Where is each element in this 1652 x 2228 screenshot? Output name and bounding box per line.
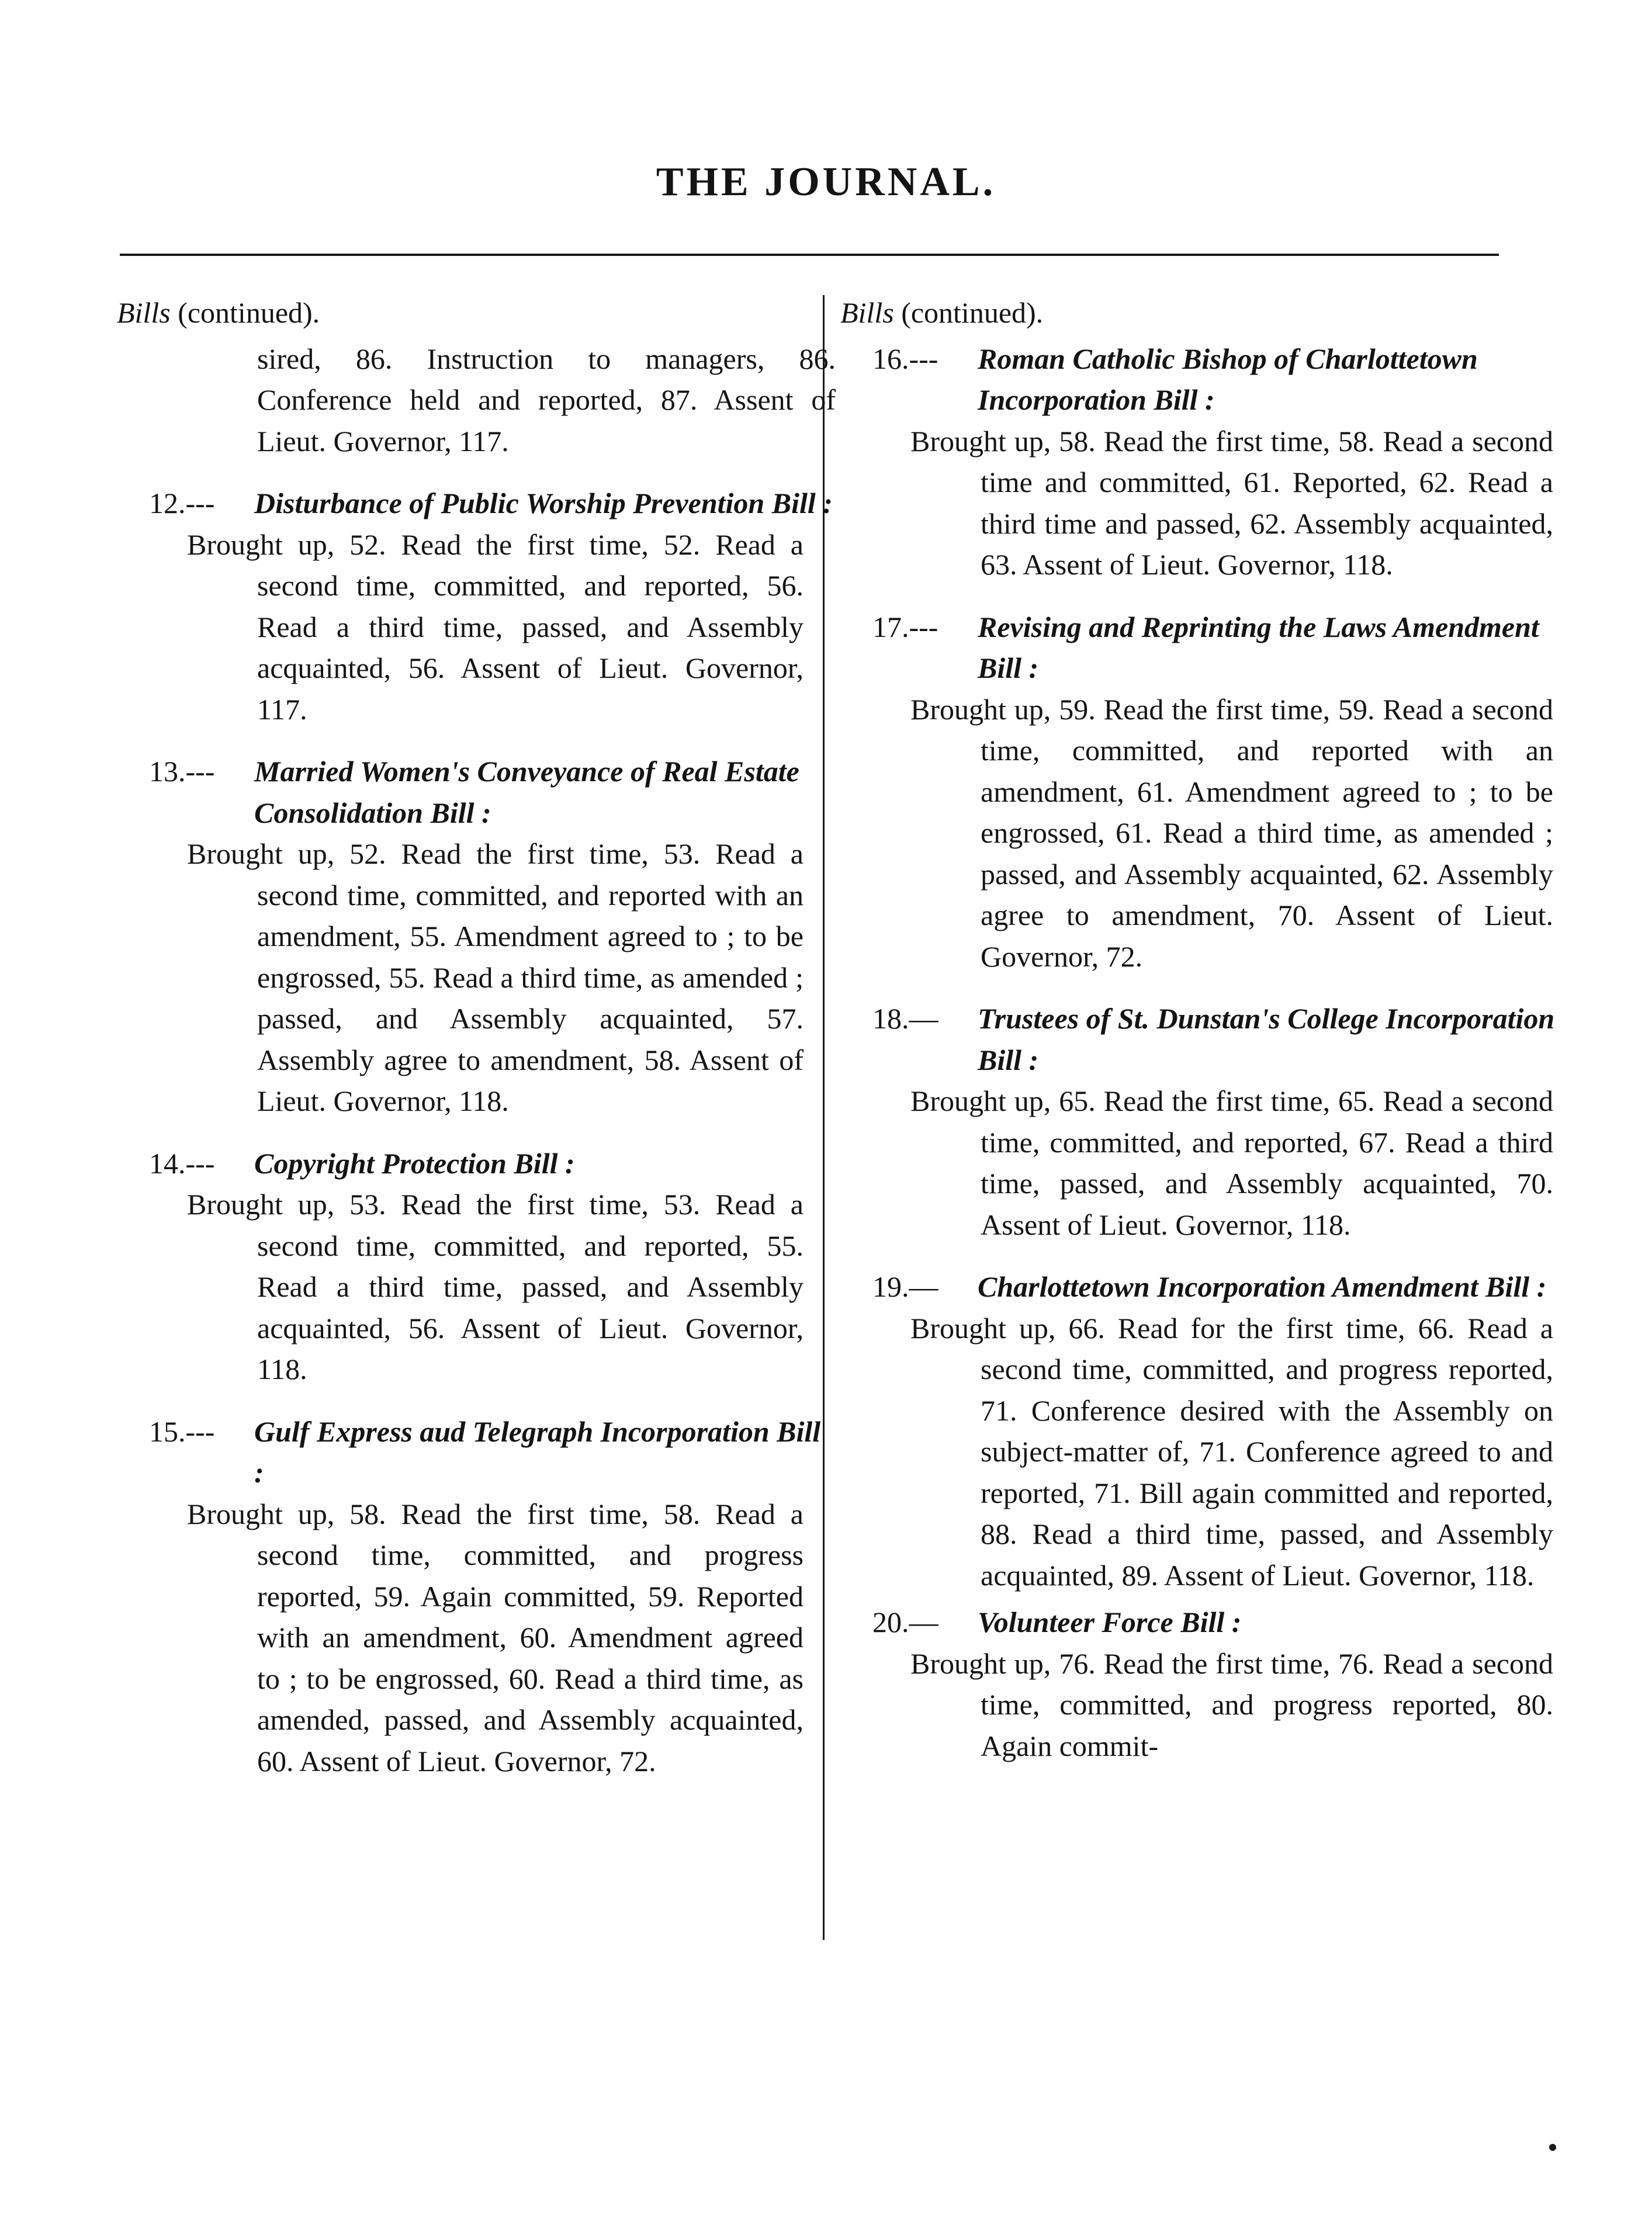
bill-title	[840, 607, 1565, 689]
bill-name: Charlottetown Incorporation Amendment Bill :	[978, 1270, 1547, 1303]
bill-proceedings: Brought up, 58. Read the first time, 58. Read a second time and committed, 61. Reported, 62. Read a third time and passed, 62. Assembly acquainted, 63. Assent of Lieut. Governor, 118.	[910, 424, 1553, 581]
bill-name: Revising and Reprinting the Laws Amendment Bill :	[978, 610, 1539, 684]
bill-proceedings: Brought up, 58. Read the first time, 58. Read a second time, committed, and progress reported, 59. Again committed, 59. Reported with an amendment, 60. Amendment agreed to ; to be engrossed, 60. Read a third time, as amended, passed, and Assembly acquainted, 60. Assent of Lieut. Governor, 72.	[187, 1497, 804, 1777]
bill-number: 14.---	[149, 1146, 215, 1180]
bill-number: 15.---	[149, 1415, 215, 1448]
bill-number: 13.---	[149, 755, 215, 788]
bill-entry	[117, 483, 836, 730]
bill-proceedings: Brought up, 52. Read the first time, 52. Read a second time, committed, and reported, 56. Read a third time, passed, and Assembly acquainted, 56. Assent of Lieut. Governor, 117.	[187, 528, 804, 726]
bill-name: Roman Catholic Bishop of Charlottetown Incorporation Bill :	[978, 342, 1478, 416]
bill-entry	[117, 751, 836, 1122]
bill-entry	[840, 338, 1565, 585]
bill-number: 19.—	[872, 1270, 938, 1303]
bill-entry	[117, 1143, 836, 1390]
left-column-heading	[117, 292, 836, 334]
bill-number: 17.---	[872, 610, 938, 643]
bill-name: Gulf Express aud Telegraph Incorporation Bill :	[254, 1415, 821, 1489]
left-continuation-text: sired, 86. Instruction to managers, 86. Conference held and reported, 87. Assent of Lieut. Governor, 117.	[257, 342, 836, 458]
right-heading-italic: Bills	[840, 296, 894, 329]
bill-number: 20.—	[872, 1606, 938, 1638]
page-mark	[1549, 2144, 1556, 2151]
left-heading-rest: (continued).	[170, 296, 320, 329]
bill-name: Copyright Protection Bill :	[254, 1146, 575, 1180]
bill-name: Trustees of St. Dunstan's College Incorporation Bill :	[978, 1002, 1555, 1076]
bill-number: 16.---	[872, 342, 938, 375]
bill-title	[117, 751, 836, 833]
bill-entry	[840, 998, 1565, 1245]
bill-number: 12.---	[149, 487, 215, 519]
bill-entry	[840, 1266, 1565, 1596]
bill-name: Married Women's Conveyance of Real Estate Consolidation Bill :	[254, 755, 799, 829]
bill-entry	[117, 1411, 836, 1782]
header-rule	[120, 254, 1499, 256]
bill-title	[840, 338, 1565, 421]
bill-name: Disturbance of Public Worship Prevention Bill :	[254, 487, 833, 519]
left-heading-italic: Bills	[117, 296, 171, 329]
bill-proceedings: Brought up, 65. Read the first time, 65. Read a second time, committed, and reported, 67. Read a third time, passed, and Assembly acquainted, 70. Assent of Lieut. Governor, 118.	[910, 1084, 1553, 1241]
bill-proceedings: Brought up, 53. Read the first time, 53. Read a second time, committed, and reported, 55. Read a third time, passed, and Assembly acquainted, 56. Assent of Lieut. Governor, 118.	[187, 1188, 804, 1385]
bill-title	[117, 1143, 836, 1184]
bill-proceedings: Brought up, 76. Read the first time, 76. Read a second time, committed, and progress reported, 80. Again commit-	[910, 1647, 1553, 1762]
page-title: THE JOURNAL.	[656, 160, 996, 205]
right-heading-rest: (continued).	[893, 296, 1044, 329]
bill-entry	[840, 607, 1565, 978]
bill-entry	[840, 1602, 1565, 1766]
bill-proceedings: Brought up, 52. Read the first time, 53. Read a second time, committed, and reported with an amendment, 55. Amendment agreed to ; to be engrossed, 55. Read a third time, as amended ; passed, and Assembly acquainted, 57. Assembly agree to amendment, 58. Assent of Lieut. Governor, 118.	[187, 837, 804, 1117]
bill-title	[117, 1411, 836, 1494]
right-column-heading	[840, 292, 1565, 334]
bill-title	[840, 998, 1565, 1080]
bill-proceedings: Brought up, 66. Read for the first time, 66. Read a second time, committed, and progress reported, 71. Conference desired with the Assembly on subject-matter of, 71. Conference agreed to and reported, 71. Bill again committed and reported, 88. Read a third time, passed, and Assembly acquainted, 89. Assent of Lieut. Governor, 118.	[910, 1311, 1553, 1592]
bill-title	[840, 1266, 1565, 1308]
left-column	[117, 292, 836, 1782]
bill-number: 18.—	[872, 1002, 938, 1035]
bill-title	[840, 1602, 1565, 1643]
right-column	[840, 292, 1565, 1766]
bill-title	[117, 483, 836, 524]
bill-proceedings: Brought up, 59. Read the first time, 59. Read a second time, committed, and reported with an amendment, 61. Amendment agreed to ; to be engrossed, 61. Read a third time, as amended ; passed, and Assembly acquainted, 62. Assembly agree to amendment, 70. Assent of Lieut. Governor, 72.	[910, 692, 1553, 973]
bill-name: Volunteer Force Bill :	[978, 1606, 1242, 1638]
